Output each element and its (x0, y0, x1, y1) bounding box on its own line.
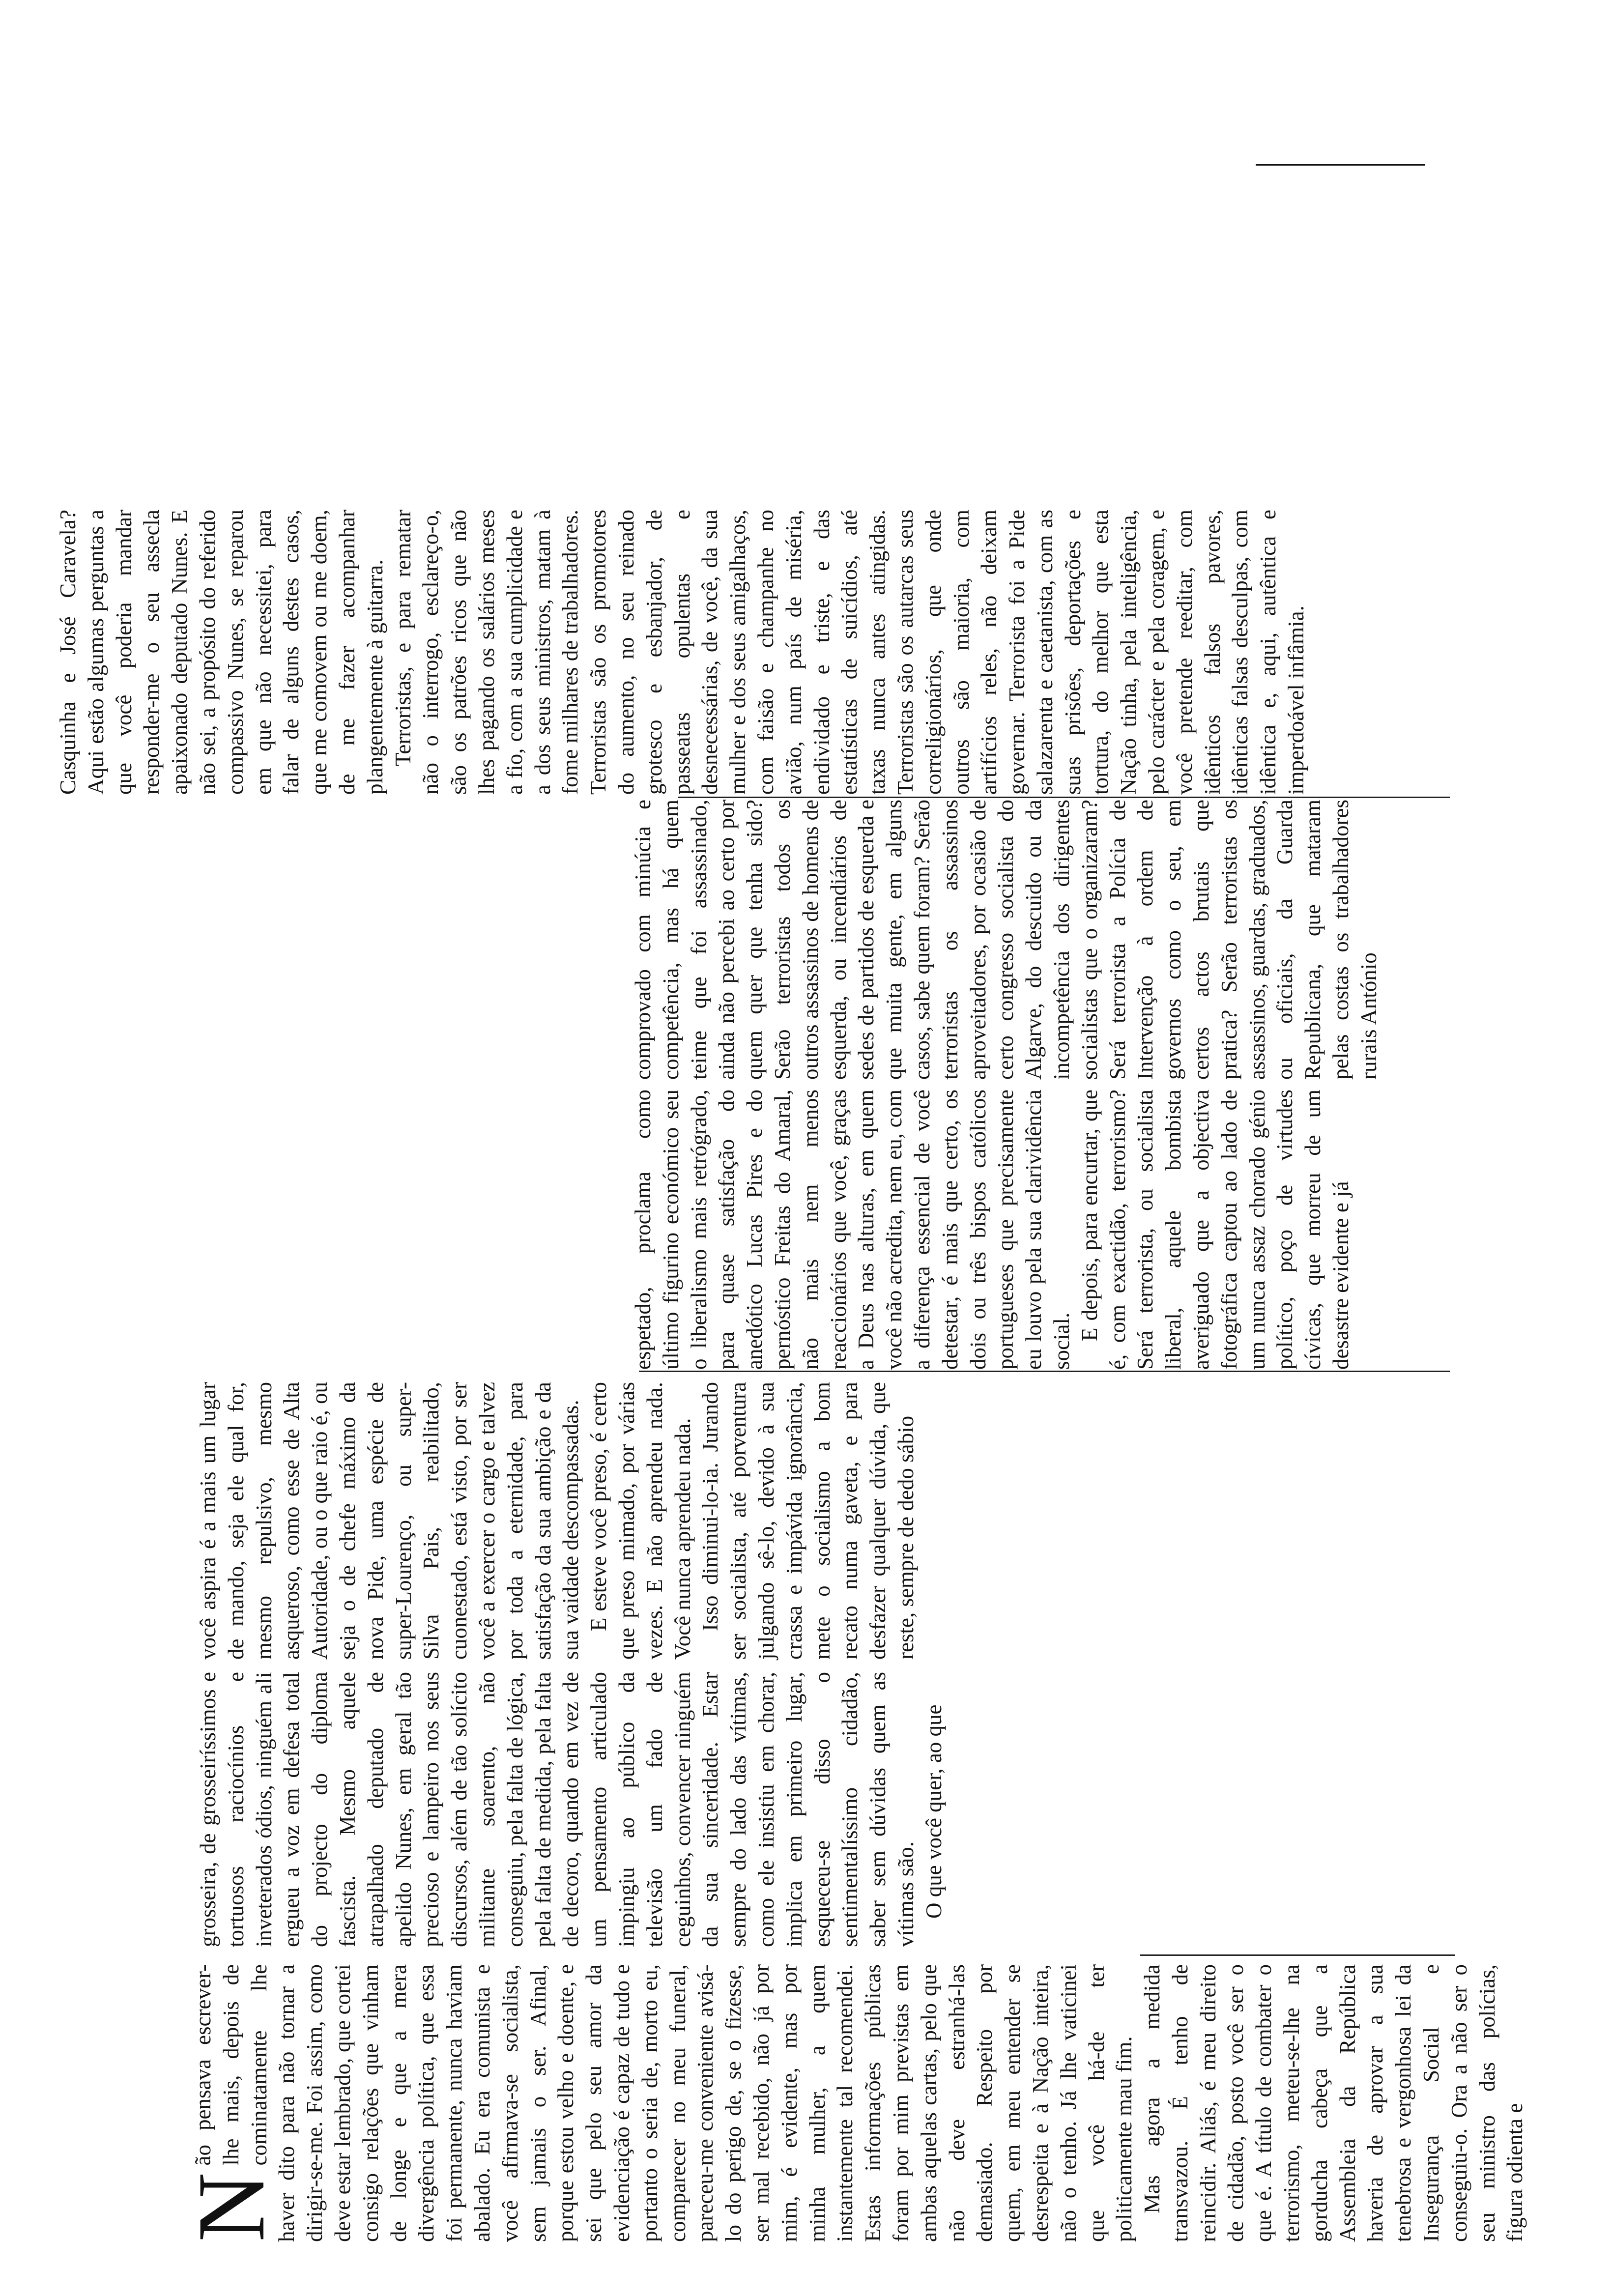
paragraph: E depois, para encurtar, que é, com exactidão, terrorismo? Será terrorista, ou socialista liberal, aquele bombista averiguado que a objectiva fotográfica captou ao lado de um nunca assaz chorado génio político, poço de virtudes cívicas, que morreu de um desastre evidente e já (1077, 1090, 1353, 1370)
paragraph: grosseira, de grosseiríssimos e tortuosos raciocínios e inveterados ódios, ninguém ali ergueu a voz em defesa total do projecto do diploma fascista. Mesmo aquele atrapalhado deputado de apelido Nunes, em geral tão precioso e lampeiro nos seus discursos, além de tão solícito militante soarento, não conseguiu, pela falta de lógica, pela falta de medida, pela falta de decoro, quando em vez de um pensamento articulado impingiu ao público da televisão um fado de ceguinhos, convencer ninguém da sua sinceridade. Estar sempre do lado das vítimas, como ele insistiu em chorar, implica em primeiro lugar, esqueceu-se disso o sentimentalíssimo cidadão, saber sem dúvidas quem as vítimas são. (196, 1672, 918, 1947)
opening-paragraph (178, 1964, 1138, 2242)
column-rule (678, 797, 1450, 798)
article-column-3 (194, 1382, 1460, 1660)
paragraph: comprovado com minúcia e competência, mas há quem teime que foi assassinado, ainda não percebi ao certo por quem quer que tenha sido? Serão terroristas todos os outros assassinos de homens de esquerda, ou incendiários de sedes de partidos de esquerda e que muita gente, em alguns casos, sabe quem foram? Serão terroristas os assassinos aproveitadores, por ocasião de certo congresso socialista do Algarve, do descuido ou da incompetência dos dirigentes socialistas que o organizaram? Será terrorista a Polícia de Intervenção à ordem de governos como o seu, em certos actos brutais que pratica? Serão terroristas os assassinos, guardas, graduados, ou oficiais, da Guarda Republicana, que mataram pelas costas os trabalhadores rurais António (631, 800, 1381, 1080)
opening-text: ão pensava escrever-lhe mais, depois de cominatamente lhe haver dito para não tornar a dirigir-se-me. Foi assim, como deve estar lembrado, que cortei consigo relações que vinham de longe e que a mera divergência política, que essa foi permanente, nunca haviam abalado. Eu era comunista e você afirmava-se socialista, sem jamais o ser. Afinal, porque estou velho e doente, e sei que pelo seu amor da evidenciação é capaz de tudo e portanto o seria de, morto eu, comparecer no meu funeral, pareceu-me conveniente avisá-lo do perigo de, se o fizesse, ser mal recebido, não já por mim, é evidente, mas por minha mulher, a quem instantemente tal recomendei. Estas informações públicas foram por mim previstas em ambas aquelas cartas, pelo que não deve estranhá-las demasiado. Respeito por quem, em meu entender se desrespeita e à Nação inteira, não o tenho. Já lhe vaticinei que você há-de ter politicamente mau fim. (191, 1964, 1137, 2242)
paragraph: Terroristas, e para rematar não o interrogo, esclareço-o, são os patrões ricos que não lhes pagando os salários meses a fio, com a sua cumplicidade e a dos seus ministros, matam à fome milhares de trabalhadores. Terroristas são os promotores do aumento, no seu reinado grotesco e esbanjador, de passeatas opulentas e desnecessárias, de você, da sua mulher e dos seus amigalhaços, com faisão e champanhe no avião, num país de miséria, endividado e triste, e das estatísticas de suicídios, até taxas nunca antes atingidas. Terroristas são os autarcas seus correligionários, que onde outros são maioria, com artifícios reles, não deixam governar. Terrorista foi a Pide salazarenta e caetanista, com as suas prisões, deportações e tortura, do melhor que esta Nação tinha, pela inteligência, pelo carácter e pela coragem, e você pretende reeditar, com idênticos falsos pavores, idênticas falsas desculpas, com idêntica e, aqui, autêntica e imperdoável infâmia. (390, 510, 1309, 795)
paragraph: Mas agora a medida transvazou. É tenho de reincidir. Aliás, é meu direito de cidadão, posto você ser o que é. A título de combater o terrorismo, meteu-se-lhe na gorducha cabeça que a Assembleia da República haveria de aprovar a sua tenebrosa e vergonhosa lei da Insegurança Social e conseguiu-o. Ora a não ser o seu ministro das polícias, figura odienta e (1140, 1964, 1527, 2242)
top-right-rule (1256, 164, 1425, 166)
column-rule (639, 1371, 1450, 1372)
article-column-5 (629, 800, 1460, 1080)
article-column-6 (54, 510, 1460, 795)
paragraph: espetado, proclama como último figurino económico seu o liberalismo mais retrógrado, para quase satisfação do anedótico Lucas Pires e do pernóstico Freitas do Amaral, não mais nem menos reaccionários que você, graças a Deus nas alturas, em quem você não acredita, nem eu, com a diferença essencial de você detestar, é mais que certo, os dois ou três bispos católicos portugueses que precisamente eu louvo pela sua clarividência social. (631, 1090, 1074, 1370)
paragraph: E esteve você preso, é certo que preso mimado, por várias vezes. E não aprendeu nada. Você nunca aprendeu nada. (586, 1382, 695, 1660)
paragraph: Isso diminui-lo-ia. Jurando ser socialista, até porventura julgando sê-lo, devido à sua crassa e impávida ignorância, mete o socialismo a bom recato numa gaveta, e para desfazer qualquer dúvida, que reste, sempre de dedo sábio (698, 1382, 918, 1660)
paragraph: você aspira é a mais um lugar de mando, seja ele qual for, mesmo repulsivo, mesmo asqueroso, como esse de Alta Autoridade, ou o que raio é, ou seja o de chefe máximo da nova Pide, uma espécie de super-Lourenço, ou super-Silva Pais, reabilitado, cuonestado, está visto, por ser você a exercer o cargo e talvez por toda a eternidade, para satisfação da sua ambição e da sua vaidade descompassadas. (196, 1382, 583, 1660)
paragraph: O que você quer, ao que (921, 1704, 946, 1919)
article-column-1 (178, 1964, 1527, 2242)
paragraph: Casquinha e José Caravela? Aqui estão algumas perguntas a que você poderia mandar responder-me o seu assecla apaixonado deputado Nunes. E não sei, a propósito do referido compassivo Nunes, se reparou em que não necessitei, para falar de alguns destes casos, que me comovem ou me doem, de me fazer acompanhar plangentemente à guitarra. (56, 510, 387, 795)
article-column-2 (194, 1672, 1460, 1947)
column-rule (1140, 1954, 1455, 1956)
drop-cap: N (178, 2172, 285, 2242)
article-column-4 (629, 1090, 1460, 1370)
article-column-7 (54, 215, 1460, 500)
